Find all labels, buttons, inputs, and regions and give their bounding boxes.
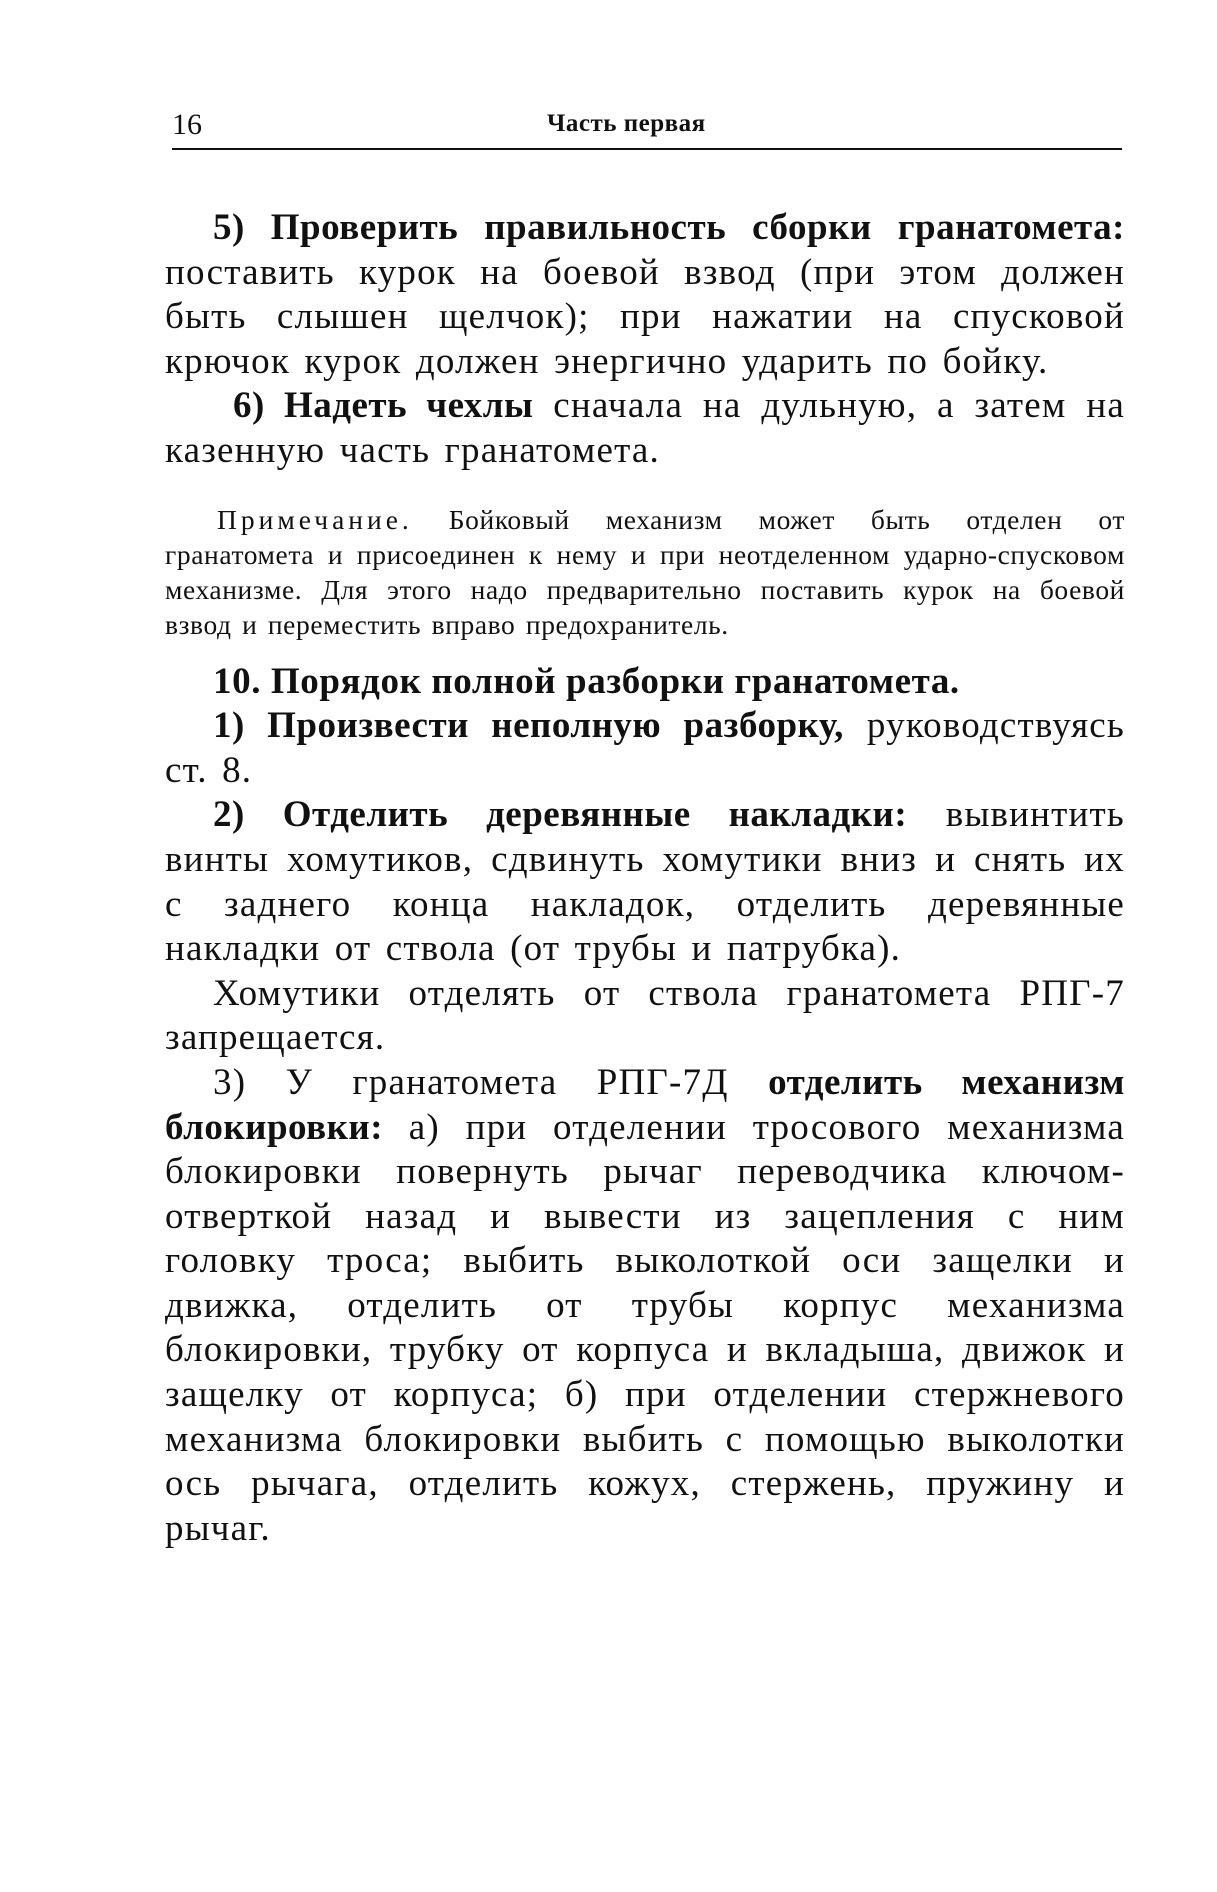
section-10-step-1-text: руководствуясь ст. 8. xyxy=(165,705,1126,791)
section-10-step-1-lead: 1) Произвести неполную разборку, xyxy=(213,705,844,747)
note-paragraph xyxy=(165,502,1125,642)
step-5-paragraph xyxy=(165,206,1125,384)
section-10-heading: 10. Порядок полной разборки гранатомета. xyxy=(213,660,960,702)
section-10-step-3-text: а) при отделении тросового механизма блокировки повернуть рычаг переводчика ключом-отверткой назад и вывести из зацепления с ним головку троса; выбить выколоткой оси защелки и движка, отделить от трубы корпус механизма блокировки, трубку от корпуса и вкладыша, движок и защелку от корпуса; б) при отделении стержневого механизма блокировки выбить с помощью выколотки ось рычага, отделить кожух, стержень, пружину и рычаг. xyxy=(165,1106,1125,1549)
page-header xyxy=(172,104,1122,150)
running-head: Часть первая xyxy=(547,110,706,137)
section-10-step-1 xyxy=(165,704,1125,793)
section-10-warning: Хомутики отделять от ствола гранатомета РПГ-7 запрещается. xyxy=(165,972,1125,1059)
section-10-step-2 xyxy=(165,793,1125,971)
section-10-step-3 xyxy=(165,1061,1125,1552)
step-6-lead: 6) Надеть чехлы xyxy=(233,385,534,427)
step-6-paragraph xyxy=(165,384,1125,473)
section-10-step-2-lead: 2) Отделить деревянные накладки: xyxy=(213,794,908,836)
section-10-step-3-lead: отделить механизм блокировки: xyxy=(165,1061,1125,1148)
note-label: Примечание. xyxy=(217,503,413,535)
step-6-text: сначала на дульную, а затем на казенную часть гранатомета. xyxy=(165,385,1125,471)
page-number: 16 xyxy=(172,108,202,141)
note-text: Бойковый механизм может быть отделен от гранатомета и присоединен к нему и при неотделенном ударно-спусковом механизме. Для этого надо предварительно поставить курок на боевой взвод и переместить вправо предохранитель. xyxy=(165,503,1125,640)
step-5-text: поставить курок на боевой взвод (при этом должен быть слышен щелчок); при нажатии на спусковой крючок курок должен энергично ударить по бойку. xyxy=(165,251,1125,382)
step-5-lead: 5) Проверить правильность сборки гранатомета: xyxy=(213,207,1125,248)
section-10-step-2-text: вывинтить винты хомутиков, сдвинуть хомутики вниз и снять их с заднего конца накладок, отделить деревянные накладки от ствола (от трубы и патрубка). xyxy=(165,794,1125,970)
page-body xyxy=(165,206,1125,1551)
section-10-step-3-prefix: 3) У гранатомета РПГ-7Д xyxy=(213,1061,769,1103)
